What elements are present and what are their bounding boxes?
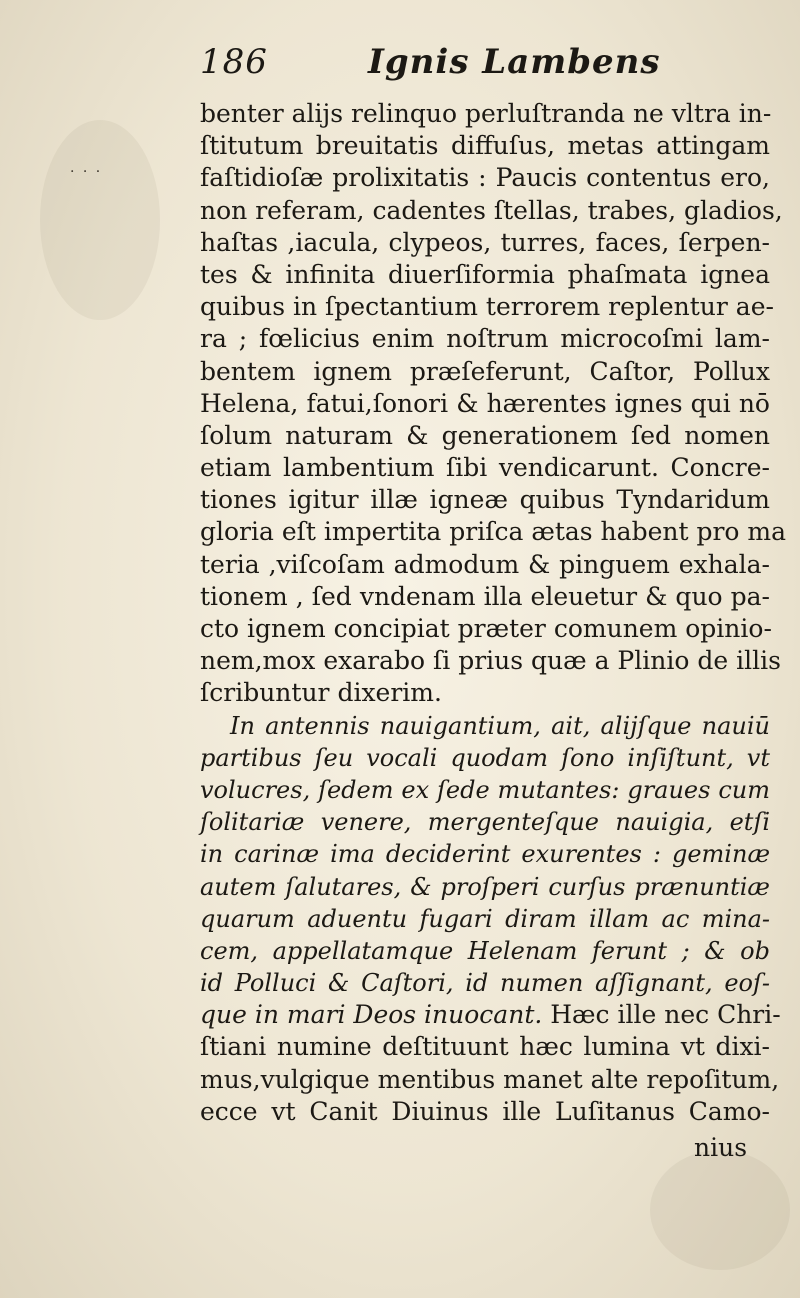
text-line	[200, 999, 781, 1031]
closing-paragraph	[200, 999, 781, 1128]
text-line: Helena, fatui,ſonori & hærentes ignes qui nō	[200, 388, 770, 418]
quote-line: ſolitariæ venere, mergenteſque nauigia, etſi	[200, 808, 770, 837]
text-line: teria ,viſcoſam admodum & pinguem exhala-	[200, 549, 770, 579]
roman-run: mus,vulgique mentibus manet alte repoſitum,	[200, 1064, 780, 1094]
roman-run: Hæc ille nec Chri-	[542, 1000, 781, 1030]
text-line: faſtidioſæ prolixitatis : Paucis contentus ero,	[200, 163, 770, 193]
quote-line: quarum aduentu fugari diram illam ac mina-	[200, 904, 770, 933]
pliny-quotation	[200, 710, 770, 1000]
text-line: non referam, cadentes ſtellas, trabes, gladios,	[200, 195, 783, 225]
text-line: tes & infinita diuerſiformia phaſmata ignea	[200, 259, 770, 289]
quote-line: volucres, ſedem ex ſede mutantes: graues cum	[200, 775, 770, 804]
paper-stain	[40, 120, 160, 320]
text-block	[200, 98, 787, 1128]
text-line: ſcribuntur dixerim.	[200, 678, 442, 708]
quote-line: in carinæ ima deciderint exurentes : geminæ	[200, 840, 770, 869]
running-title: Ignis Lambens	[368, 42, 661, 82]
quote-line: cem, appellatamque Helenam ferunt ; & ob	[200, 936, 770, 965]
page-number: 186	[200, 42, 268, 82]
text-line: cto ignem concipiat præter comunem opinio-	[200, 614, 772, 643]
text-line: nem,mox exarabo ſi prius quæ a Plinio de illis	[200, 646, 781, 676]
roman-run: ecce vt Canit Diuinus ille Luſitanus Camo-	[200, 1096, 770, 1126]
quote-line: id Polluci & Caſtori, id numen aſſignant, eoſ-	[200, 969, 770, 998]
text-line	[200, 1064, 780, 1096]
catchword: nius	[694, 1133, 748, 1162]
text-line: gloria eſt impertita priſca ætas habent pro ma	[200, 517, 787, 547]
text-line: tionem , ſed vndenam illa eleuetur & quo pa-	[200, 581, 770, 611]
text-line: tiones igitur illæ igneæ quibus Tyndaridum	[200, 485, 770, 515]
italic-run: que in mari Deos inuocant.	[200, 1000, 543, 1030]
roman-run: ſtiani numine deſtituunt hæc lumina vt dixi-	[200, 1032, 770, 1062]
prose-paragraph	[200, 98, 787, 710]
page-header	[200, 42, 760, 102]
text-line: etiam lambentium ſibi vendicarunt. Concre-	[200, 453, 770, 483]
text-line: bentem ignem præſeferunt, Caſtor, Pollux	[200, 356, 770, 386]
quote-line: autem ſalutares, & proſperi curſus prænuntiæ	[200, 872, 770, 901]
text-line: quibus in ſpectantium terrorem replentur ae-	[200, 292, 774, 322]
text-line: benter alijs relinquo perluſtranda ne vltra in-	[200, 99, 772, 128]
ink-specks: · · ·	[70, 164, 103, 180]
text-line: ſolum naturam & generationem ſed nomen	[200, 420, 770, 450]
text-line: ſtitutum breuitatis diffuſus, metas attingam	[200, 131, 770, 161]
text-line: haſtas ,iacula, clypeos, turres, faces, ſerpen-	[200, 227, 770, 257]
text-line: ra ; fœlicius enim noſtrum microcoſmi lam-	[200, 324, 770, 354]
quote-line: In antennis nauigantium, ait, alijſque nauiū	[230, 711, 770, 740]
text-line	[200, 1096, 770, 1128]
paper-stain	[650, 1150, 790, 1270]
quote-line: partibus ſeu vocali quodam ſono inſiſtunt, vt	[200, 743, 770, 772]
text-line	[200, 1031, 770, 1063]
